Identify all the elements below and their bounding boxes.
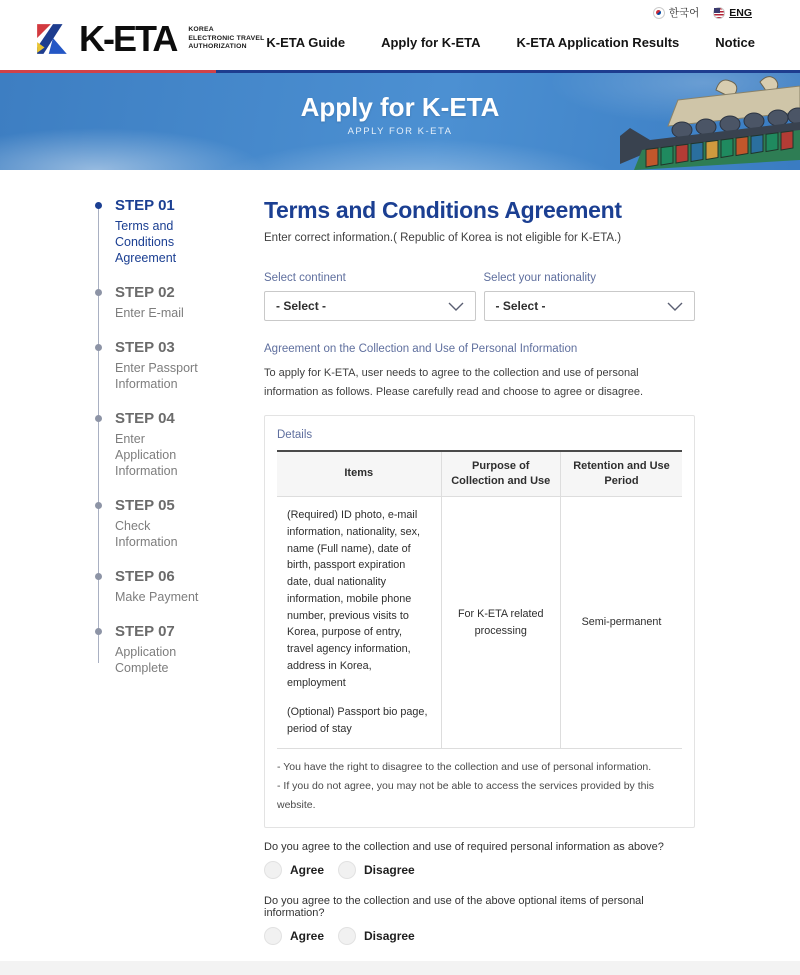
logo-title: K-ETA — [79, 18, 177, 59]
step-03: STEP 03 Enter Passport Information — [95, 339, 264, 392]
step-dot — [95, 202, 102, 209]
step-dot — [95, 289, 102, 296]
agreement-description: To apply for K-ETA, user needs to agree to the collection and use of personal information as follows. Please carefully read and choose to agree or disagree. — [264, 367, 644, 399]
cell-items: (Required) ID photo, e-mail information, nationality, sex, name (Full name), date of birth, passport expiration date, dual nationality information, mobile phone number, previous visits to Korea, purpose of entry, travel agency information, address in Korea, employment (Optional) Passport bio page, period of stay — [277, 497, 441, 749]
question-required-consent: Do you agree to the collection and use of required personal information as above? Agree Disagree — [264, 840, 664, 877]
lang-english[interactable] — [713, 7, 752, 19]
hero-title: Apply for K-ETA — [300, 92, 500, 122]
keta-logo-mark-icon — [35, 22, 71, 56]
col-purpose: Purpose of Collection and Use — [441, 451, 560, 497]
radio-icon — [338, 861, 356, 879]
col-items: Items — [277, 451, 441, 497]
lang-korean[interactable] — [653, 5, 699, 20]
step-07: STEP 07 Application Complete — [95, 623, 264, 676]
cell-purpose: For K-ETA related processing — [441, 497, 560, 749]
radio-icon — [264, 861, 282, 879]
step-04: STEP 04 Enter Application Information — [95, 410, 264, 479]
nationality-select[interactable]: - Select - — [484, 291, 696, 321]
hero-subtitle: APPLY FOR K-ETA — [347, 126, 453, 137]
main-panel — [264, 197, 695, 961]
continent-select-group — [264, 272, 476, 321]
agreement-details-box — [264, 415, 695, 828]
col-retention: Retention and Use Period — [560, 451, 682, 497]
step-dot — [95, 573, 102, 580]
step-dot — [95, 628, 102, 635]
korea-flag-icon — [653, 7, 665, 19]
chevron-down-icon — [667, 302, 683, 311]
lang-korean-label: 한국어 — [668, 7, 700, 19]
agreement-heading: Agreement on the Collection and Use of Personal Information — [264, 343, 578, 355]
table-notes — [277, 758, 682, 815]
nav-keta-guide[interactable]: K-ETA Guide — [266, 34, 346, 50]
note-right-to-disagree: - You have the right to disagree to the collection and use of personal information. — [277, 760, 652, 773]
step-dot — [95, 415, 102, 422]
required-disagree-option[interactable]: Disagree — [338, 861, 415, 879]
optional-disagree-option[interactable]: Disagree — [338, 927, 415, 945]
agreement-table — [277, 450, 682, 749]
footer-strip — [0, 961, 800, 975]
select-row — [264, 272, 695, 321]
nationality-select-group — [484, 272, 696, 321]
nav-apply-for-keta[interactable]: Apply for K-ETA — [381, 34, 481, 50]
chevron-down-icon — [448, 302, 464, 311]
continent-select-label: Select continent — [264, 272, 346, 284]
optional-agree-option[interactable]: Agree — [264, 927, 324, 945]
main-nav — [266, 35, 755, 50]
table-row — [277, 497, 682, 749]
keta-logo[interactable] — [35, 18, 265, 59]
step-01: STEP 01 Terms and Conditions Agreement — [95, 197, 264, 266]
logo-tagline: KOREA ELECTRONIC TRAVEL AUTHORIZATION — [188, 25, 265, 51]
radio-icon — [338, 927, 356, 945]
radio-icon — [264, 927, 282, 945]
nav-application-results[interactable]: K-ETA Application Results — [516, 34, 680, 50]
us-flag-icon — [713, 7, 725, 19]
cell-retention: Semi-permanent — [560, 497, 682, 749]
nationality-select-label: Select your nationality — [483, 272, 597, 284]
step-06: STEP 06 Make Payment — [95, 568, 264, 605]
steps-sidebar — [95, 197, 264, 961]
question-optional-consent: Do you agree to the collection and use of the above optional items of personal information? Agree Disagree — [264, 894, 644, 943]
hero-banner — [0, 73, 800, 170]
step-dot — [95, 502, 102, 509]
header — [0, 0, 800, 70]
required-agree-option[interactable]: Agree — [264, 861, 324, 879]
details-label: Details — [277, 428, 313, 441]
step-dot — [95, 344, 102, 351]
note-service-access: - If you do not agree, you may not be able to access the services provided by this website. — [277, 779, 655, 811]
language-bar — [653, 5, 752, 20]
step-05: STEP 05 Check Information — [95, 497, 264, 550]
page-title: Terms and Conditions Agreement — [264, 197, 622, 223]
continent-select[interactable]: - Select - — [264, 291, 476, 321]
palace-roof-image — [620, 70, 800, 170]
step-02: STEP 02 Enter E-mail — [95, 284, 264, 321]
nav-notice[interactable]: Notice — [715, 34, 755, 50]
page-subtitle: Enter correct information.( Republic of Korea is not eligible for K-ETA.) — [264, 232, 622, 244]
lang-english-label: ENG — [729, 6, 752, 19]
content-area — [0, 170, 800, 961]
